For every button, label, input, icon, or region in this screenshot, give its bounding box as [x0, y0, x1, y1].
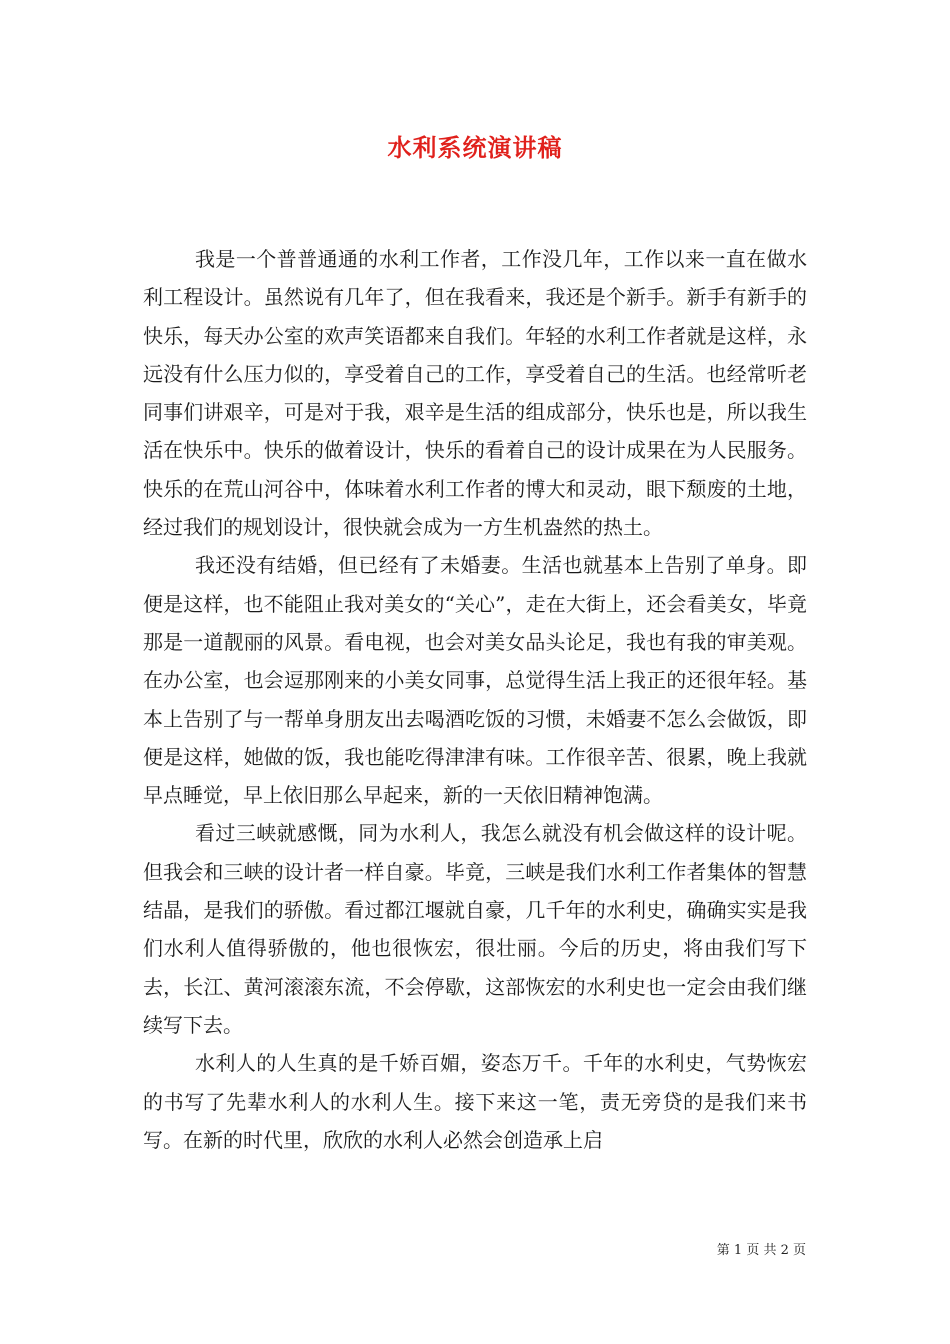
- paragraph: 我还没有结婚，但已经有了未婚妻。生活也就基本上告别了单身。即便是这样，也不能阻止我对美女的“关心”，走在大街上，还会看美女，毕竟那是一道靓丽的风景。看电视，也会对美女品头论足，我也有我的审美观。在办公室，也会逗那刚来的小美女同事，总觉得生活上我正的还很年轻。基本上告别了与一帮单身朋友出去喝酒吃饭的习惯，未婚妻不怎么会做饭，即便是这样，她做的饭，我也能吃得津津有味。工作很辛苦、很累，晚上我就早点睡觉，早上依旧那么早起来，新的一天依旧精神饱满。: [143, 553, 807, 808]
- paragraph: 水利人的人生真的是千娇百媚，姿态万千。千年的水利史，气势恢宏的书写了先辈水利人的水利人生。接下来这一笔，责无旁贷的是我们来书写。在新的时代里，欣欣的水利人必然会创造承上启: [143, 1051, 807, 1152]
- paragraph: 我是一个普普通通的水利工作者，工作没几年，工作以来一直在做水利工程设计。虽然说有几年了，但在我看来，我还是个新手。新手有新手的快乐，每天办公室的欢声笑语都来自我们。年轻的水利工作者就是这样，永远没有什么压力似的，享受着自己的工作，享受着自己的生活。也经常听老同事们讲艰辛，可是对于我，艰辛是生活的组成部分，快乐也是，所以我生活在快乐中。快乐的做着设计，快乐的看着自己的设计成果在为人民服务。快乐的在荒山河谷中，体味着水利工作者的博大和灵动，眼下颓废的土地，经过我们的规划设计，很快就会成为一方生机盎然的热土。: [143, 247, 807, 540]
- document-body: [143, 240, 807, 1159]
- page-title: 水利系统演讲稿: [387, 133, 563, 162]
- paragraph: 看过三峡就感慨，同为水利人，我怎么就没有机会做这样的设计呢。但我会和三峡的设计者一样自豪。毕竟，三峡是我们水利工作者集体的智慧结晶，是我们的骄傲。看过都江堰就自豪，几千年的水利史，确确实实是我们水利人值得骄傲的，他也很恢宏，很壮丽。今后的历史，将由我们写下去，长江、黄河滚滚东流，不会停歇，这部恢宏的水利史也一定会由我们继续写下去。: [143, 821, 807, 1037]
- page-number: 第 1 页 共 2 页: [716, 1243, 806, 1258]
